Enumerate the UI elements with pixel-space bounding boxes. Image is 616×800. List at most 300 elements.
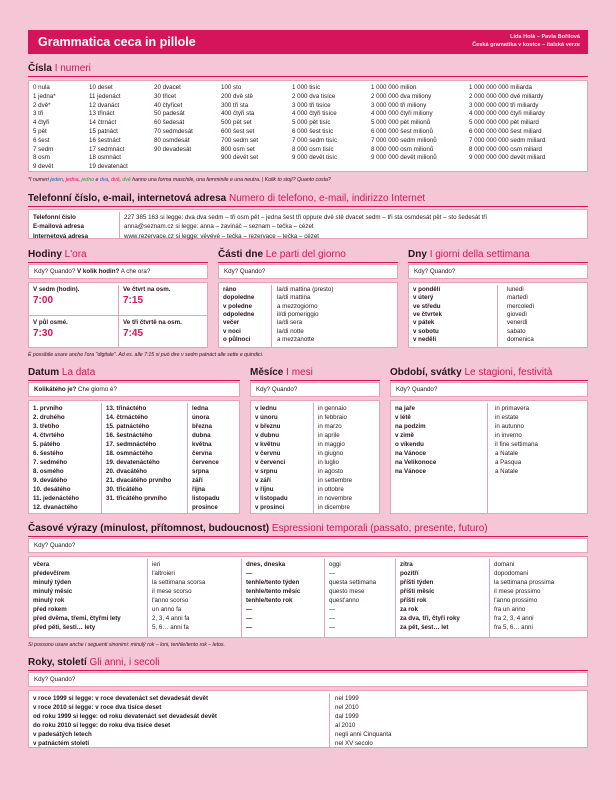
list-item: před dvěma, třemi, čtyřmi lety [33,614,121,622]
list-item: 17 sedmnáct [89,145,125,153]
list-item: 4 000 čtyři tisíce [292,110,337,118]
divider [28,536,588,537]
list-item: la/di mattina (presto) [277,286,334,293]
list-item: 8 000 000 osm milionů [371,145,434,153]
datum-col-2 [106,405,171,504]
list-item: 2. druhého [33,413,65,421]
list-item: dnes, dneska [246,561,286,568]
list-item: Telefonní číslo [33,214,76,221]
list-item: 3 000 tři tisíce [292,101,331,109]
obdobi-box [390,400,588,514]
list-item: l'altroieri [152,569,175,577]
list-item: la settimana prossima [494,578,555,586]
list-item: 2, 3, 4 anni fa [152,614,190,622]
list-item: 7 sedm [33,145,54,153]
list-item: domenica [507,336,534,344]
divider [241,559,242,637]
list-item: za pět, šest… let [400,623,449,631]
authors-line-2: Česká gramatika v kostce – italská verze [472,42,580,49]
list-item: 6 000 šest tisíc [292,127,334,135]
divider [101,403,102,513]
list-item: a Pasqua [495,458,522,466]
list-item: 3. třetího [33,422,60,430]
list-item: v říjnu [255,485,274,493]
obdobi-it-list [495,405,538,477]
list-item: v prosinci [255,503,285,511]
list-item: 5, 6… anni fa [152,623,189,631]
list-item: fra 2, 3, 4 anni [494,614,534,622]
list-item: 1 jedna* [33,92,56,100]
dny-box [408,282,588,348]
divider [28,380,240,381]
list-item: in febbraio [318,413,347,421]
mesice-heading-it: I mesi [286,367,313,378]
list-item: 1. prvního [33,405,63,412]
list-item: anna@seznam.cz si legge: anna – zavináč – seznam – tečka – cézet [124,223,314,231]
list-item: v lednu [255,405,277,412]
list-item: in settembre [318,476,353,484]
dny-it-list [507,286,534,345]
list-item: v poledne [223,302,252,310]
list-item: 60 šedesát [154,119,185,127]
divider [324,559,325,637]
list-item: — [329,623,336,631]
list-item: 14 čtrnáct [89,119,117,127]
casove-note: Si possono usare anche i seguenti sinonimi: minulý rok – loni, tenhle/tento rok – letos. [28,642,225,648]
list-item: v únoru [255,413,278,421]
list-item: a Natale [495,449,519,457]
list-item: března [192,422,212,430]
num-col-1 [33,84,56,172]
list-item: 9 000 000 devět milionů [371,154,437,162]
list-item: lunedì [507,286,524,293]
list-item: venerdì [507,319,528,327]
mesice-box [250,400,380,514]
list-item: října [192,485,206,493]
list-item: 1 000 tisíc [292,84,321,91]
list-item: questo mese [329,587,365,595]
list-item: 700 sedm set [221,136,259,144]
list-item: v roce 1999 si legge: v roce devatenáct set devadesát devět [33,695,209,702]
list-item: července [192,458,219,466]
list-item: l'anno scorso [152,596,189,604]
list-item: martedì [507,294,528,302]
list-item: 8 000 osm tisíc [292,145,334,153]
list-item: 5 000 pět tisíc [292,119,331,127]
list-item: v listopadu [255,494,288,502]
time-label: Ve tři čtvrtě na osm. [123,319,182,326]
list-item: 5 000 000 pět milionů [371,119,431,127]
mesice-question: Kdy? Quando? [250,382,380,397]
casove-col-2 [152,561,205,633]
list-item: v úterý [413,294,434,302]
datum-col-1 [33,405,79,513]
list-item: 12 dvanáct [89,101,120,109]
casove-col-6 [494,561,554,633]
list-item: 15 patnáct [89,127,118,135]
list-item: in estate [495,413,519,421]
divider [118,285,119,347]
list-item: a mezzanotte [277,336,315,344]
list-item: v srpnu [255,467,278,475]
list-item: — [246,614,253,622]
casove-col-5 [400,561,460,633]
casove-col-3 [246,561,300,633]
list-item: dopodomani [494,569,529,577]
divider [313,403,314,513]
divider [28,206,588,207]
list-item: 300 tři sta [221,101,249,109]
list-item: 200 dvě stě [221,92,253,100]
list-item: odpoledne [223,311,255,319]
num-col-7 [469,84,545,163]
list-item: o víkendu [395,440,424,448]
list-item: 4 000 000 000 čtyři miliardy [469,110,545,118]
time-label: Ve čtvrt na osm. [123,286,171,293]
casove-col-4 [329,561,376,633]
time-value: 7:45 [123,328,144,340]
list-item: 6 šest [33,136,50,144]
list-item: v březnu [255,422,281,430]
list-item: v neděli [413,336,437,344]
dny-heading-cz: Dny [408,249,427,260]
hodiny-heading [28,248,87,261]
hodiny-heading-cz: Hodiny [28,249,62,260]
list-item: předevčírem [33,569,70,577]
list-item: 6 000 000 000 šest miliard [469,127,542,135]
list-item: na jaře [395,405,415,412]
list-item: dal 1999 [335,712,359,720]
list-item: tenhle/tento rok [246,596,293,604]
casove-heading-cz: Časové výrazy (minulost, přítomnost, budoucnost) [28,523,270,534]
list-item: 7 000 000 sedm milionů [371,136,437,144]
list-item: in dicembre [318,503,350,511]
list-item: 11. jedenáctého [33,494,80,502]
datum-box [28,400,240,514]
note-form: dva [99,177,109,183]
list-item: v roce 2010 si legge: v roce dva tisíce deset [33,703,162,711]
list-item: 900 devět set [221,154,259,162]
list-item: 13. třináctého [106,405,147,412]
divider [28,670,588,671]
list-item: příští měsíc [400,587,435,595]
list-item: a Natale [495,467,519,475]
list-item: fra 5, 6… anni [494,623,533,631]
list-item: 1 000 000 milion [371,84,417,91]
list-item: il mese scorso [152,587,192,595]
list-item: 14. čtrnáctého [106,413,148,421]
list-item: za dva, tři, čtyři roky [400,614,460,622]
list-item: 10 deset [89,84,113,91]
list-item: questa settimana [329,578,377,586]
list-item: včera [33,561,50,568]
casove-question: Kdy? Quando? [28,538,588,553]
list-item: 3 tři [33,110,44,118]
divider [28,76,588,77]
list-item: ledna [192,405,209,412]
list-item: února [192,413,210,421]
time-value: 7:00 [33,295,54,307]
list-item: v září [255,476,271,484]
list-item: 5. pátého [33,440,61,448]
tel-labels [33,213,88,241]
list-item: 8 000 000 000 osm miliard [469,145,542,153]
list-item: Internetová adresa [33,232,89,240]
list-item: 9 devět [33,163,54,171]
list-item: — [329,569,336,577]
list-item: 9. devátého [33,476,68,484]
list-item: negli anni Cinquanta [335,730,392,738]
time-label: V půl osmé. [33,319,68,326]
num-col-4 [221,84,258,163]
list-item: dubna [192,431,211,439]
datum-heading [28,366,95,379]
cisla-heading-cz: Čísla [28,63,52,74]
note-form: jedno [81,177,95,183]
list-item: domani [494,561,515,568]
roky-question: Kdy? Quando? [28,672,588,687]
divider [187,403,188,513]
mesice-it-list [318,405,352,513]
list-item: v sobotu [413,327,439,335]
list-item: ve středu [413,302,441,310]
tel-box [28,209,588,239]
datum-question [28,382,240,397]
list-item: 40 čtyřicet [154,101,183,109]
obdobi-heading-it: Le stagioni, festività [464,367,553,378]
hodiny-heading-it: L'ora [64,249,87,260]
list-item: in maggio [318,440,345,448]
casti-heading-cz: Části dne [218,249,264,260]
tel-heading-cz: Telefonní číslo, e-mail, internetová adresa [28,193,227,204]
list-item: v pátek [413,319,435,327]
list-item: 10. desátého [33,485,71,493]
list-item: a mezzogiorno [277,302,318,310]
list-item: in ottobre [318,485,344,493]
list-item: ve čtvrtek [413,311,442,319]
dny-heading [408,248,530,261]
note-text-a: *I numeri [28,177,51,183]
datum-heading-it: La data [61,367,96,378]
list-item: E-mailová adresa [33,223,84,231]
hodiny-box [28,282,208,348]
list-item: srpna [192,467,209,475]
list-item: 17. sedmnáctého [106,440,157,448]
list-item: na Vánoce [395,449,426,457]
time-cell [33,286,79,307]
list-item: 31. třicátého prvního [106,494,167,502]
list-item: příští rok [400,596,427,604]
dny-question: Kdy? Quando? [408,264,588,279]
list-item: in primavera [495,405,530,412]
list-item: l'anno prossimo [494,596,538,604]
divider [29,315,207,316]
list-item: září [192,476,203,484]
list-item: 0 nula [33,84,50,91]
note-text-c: Kolik to stojí? Quanto costa? [264,177,331,183]
list-item: zítra [400,561,413,568]
list-item: www.rezervace.cz si legge: vévévé – tečka – rezervace – tečka – cézet [124,232,319,240]
list-item: v květnu [255,440,281,448]
list-item: nel XV secolo [335,739,373,747]
roky-heading-cz: Roky, století [28,657,87,668]
list-item: příští týden [400,578,434,586]
list-item: — [246,605,253,613]
list-item: v padesátých letech [33,730,92,738]
casove-heading [28,522,488,535]
roky-it-list [335,695,391,749]
list-item: 16. šestnáctého [106,431,153,439]
list-item: na podzim [395,422,426,430]
list-item: 30 třicet [154,92,177,100]
list-item: nel 1999 [335,695,359,702]
list-item: od roku 1999 si legge: od roku devatenáct set devadesát devět [33,712,217,720]
datum-col-3 [192,405,220,513]
datum-heading-cz: Datum [28,367,60,378]
tel-heading [28,192,425,205]
list-item: 6. šestého [33,449,64,457]
list-item: 19 devatenáct [89,163,128,171]
divider [28,262,208,263]
list-item: il fine settimana [495,440,538,448]
casove-heading-it: Espressioni temporali (passato, presente, futuro) [271,523,488,534]
list-item: za rok [400,605,418,613]
list-item: 90 devadesát [154,145,192,153]
divider [487,403,488,513]
list-item: in agosto [318,467,344,475]
list-item: listopadu [192,494,220,502]
list-item: v patnáctém století [33,739,90,747]
casti-heading-it: Le parti del giorno [265,249,346,260]
casove-col-1 [33,561,121,633]
list-item: v dubnu [255,431,280,439]
num-col-6 [371,84,437,163]
list-item: quest'anno [329,596,360,604]
list-item: 5 pět [33,127,47,135]
list-item: giovedì [507,311,527,319]
list-item: na Velikonoce [395,458,437,466]
list-item: 4 čtyři [33,119,50,127]
cisla-heading [28,62,91,75]
digital-note: È possibile usare anche l'ora "digitale". Ad es. alle 7:15 si può dire v sedm patnáct alle sette e quindici. [28,352,264,358]
list-item: la/di notte [277,327,304,335]
list-item: — [246,623,253,631]
authors-line-1: Lída Holá – Pavla Bořilová [510,34,580,40]
list-item: v noci [223,327,241,335]
casti-heading [218,248,346,261]
list-item: 2 dvě* [33,101,51,109]
list-item: — [246,569,253,577]
obdobi-question: Kdy? Quando? [390,382,588,397]
list-item: 6 000 000 šest milionů [371,127,433,135]
list-item: sabato [507,327,526,335]
time-value: 7:15 [123,295,144,307]
list-item: 500 pět set [221,119,252,127]
list-item: la/di sera [277,319,303,327]
roky-box [28,690,588,748]
list-item: 100 sto [221,84,242,91]
list-item: 7 000 sedm tisíc [292,136,338,144]
list-item: večer [223,319,240,327]
note-text-b: hanno una forma maschile, una femminile e una neutra. [130,177,261,183]
list-item: 20 dvacet [154,84,181,91]
divider [489,559,490,637]
list-item: 15. patnáctého [106,422,150,430]
list-item: al 2010 [335,721,356,729]
cisla-heading-it: I numeri [54,63,91,74]
numbers-note: *I numeri jeden, jedna, jedno e dva, dvě, dvě hanno una forma maschile, una femminile e una neutra. | Kolik to stojí? Quanto costa? [28,177,331,183]
divider [271,285,272,347]
note-form: jeden [50,177,63,183]
list-item: 400 čtyři sta [221,110,255,118]
list-item: 9 000 000 000 devět miliard [469,154,546,162]
list-item: 5 000 000 000 pět miliard [469,119,539,127]
list-item: 600 šest set [221,127,255,135]
question-a: Kolikátého je? [34,386,77,393]
page-title: Grammatica ceca in pillole [38,35,196,49]
list-item: 30. třicátého [106,485,143,493]
note-form: jedna [65,177,79,183]
obdobi-cz-list [395,405,436,477]
hodiny-question [28,264,208,279]
casti-box [218,282,398,348]
list-item: il/di pomeriggio [277,311,319,319]
list-item: před pěti, šesti… lety [33,623,96,631]
roky-heading-it: Gli anni, i secoli [89,657,160,668]
list-item: o půlnoci [223,336,251,344]
num-col-2 [89,84,128,172]
divider [408,262,588,263]
list-item: minulý měsíc [33,587,73,595]
list-item: 3 000 000 000 tři miliardy [469,101,539,109]
divider [497,285,498,347]
list-item: 18 osmnáct [89,154,121,162]
dny-cz-list [413,286,442,345]
list-item: 9 000 devět tisíc [292,154,338,162]
list-item: nel 2010 [335,703,359,711]
divider [218,262,398,263]
list-item: in novembre [318,494,353,502]
list-item: června [192,449,212,457]
list-item: 800 osm set [221,145,255,153]
list-item: in inverno [495,431,522,439]
list-item: 13 třináct [89,110,115,118]
casti-it-list [277,286,333,345]
list-item: in giugno [318,449,344,457]
list-item: la settimana scorsa [152,578,206,586]
list-item: oggi [329,561,341,568]
list-item: na Vánoce [395,467,426,475]
obdobi-heading-cz: Období, svátky [390,367,462,378]
list-item: v červenci [255,458,286,466]
list-item: tenhle/tento týden [246,578,300,586]
list-item: in gennaio [318,405,347,412]
list-item: 50 padesát [154,110,185,118]
list-item: 1 000 000 000 miliarda [469,84,532,91]
list-item: května [192,440,212,448]
tel-heading-it: Numero di telefono, e-mail, indirizzo Internet [229,193,426,204]
cisla-box [28,80,588,172]
tel-values [124,213,487,241]
list-item: v létě [395,413,411,421]
question-b: Che giorno è? [78,386,117,393]
list-item: 7 000 000 000 sedm miliard [469,136,546,144]
list-item: 8. osmého [33,467,64,475]
list-item: 2 000 000 dva miliony [371,92,432,100]
list-item: la/di mattina [277,294,311,302]
list-item: — [329,605,336,613]
list-item: v zimě [395,431,414,439]
